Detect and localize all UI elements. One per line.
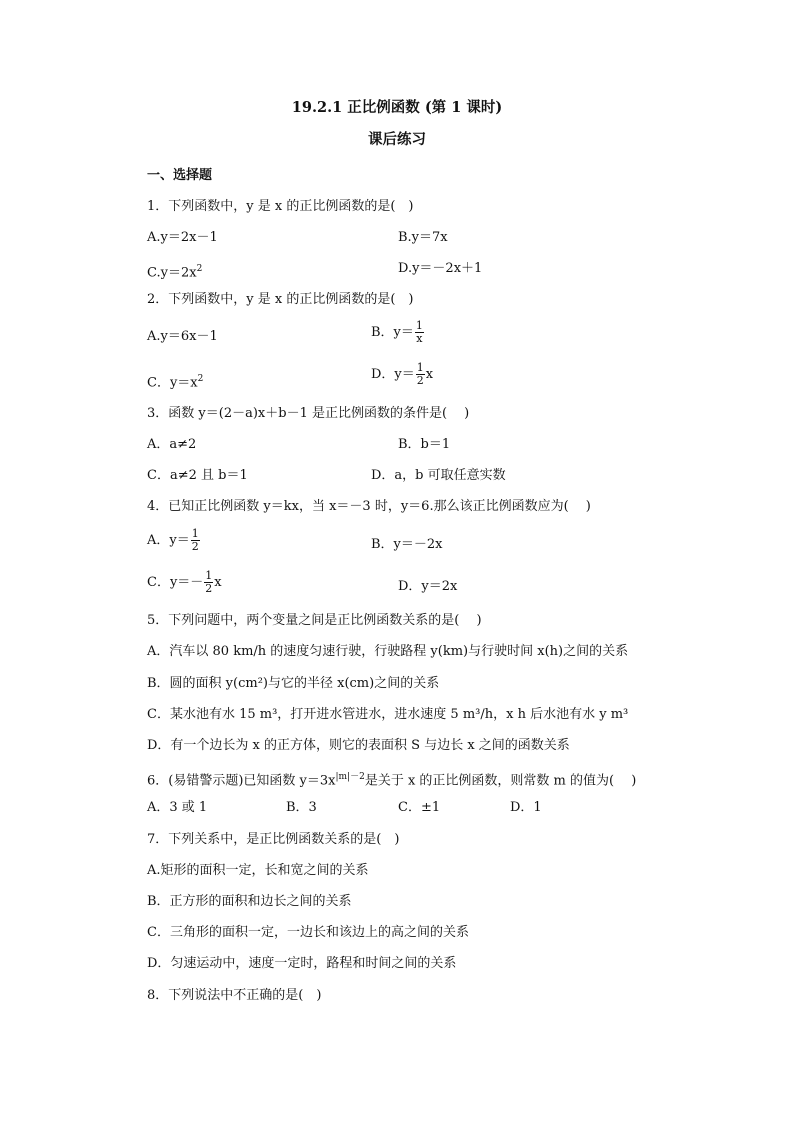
q4-option-d: D．y＝2x <box>398 579 458 594</box>
q3-option-a: A．a≠2 <box>147 437 197 452</box>
q2-option-d: D．y＝ $\frac{1}{2}$ x <box>371 361 434 387</box>
q6-option-b: B．3 <box>286 800 317 815</box>
q7-option-a: A.矩形的面积一定，长和宽之间的关系 <box>147 863 369 878</box>
q4-stem: 4．已知正比例函数 y＝kx，当 x＝－3 时，y＝6.那么该正比例函数应为( ) <box>147 499 591 514</box>
page-title: 19.2.1 正比例函数 (第 1 课时) <box>291 99 503 116</box>
q7-option-b: B．正方形的面积和边长之间的关系 <box>147 894 352 909</box>
q7-option-d: D．匀速运动中，速度一定时，路程和时间之间的关系 <box>147 956 457 971</box>
q5-stem: 5．下列问题中，两个变量之间是正比例函数关系的是( ) <box>147 613 482 628</box>
q4-option-c: C．y＝－ $\frac{1}{2}$ x <box>147 569 222 595</box>
fraction: $\frac{1}{x}$ <box>415 319 423 345</box>
section-heading: 一、选择题 <box>147 168 213 183</box>
q5-option-a: A．汽车以 80 km/h 的速度匀速行驶，行驶路程 y(km)与行驶时间 x(h)之间的关系 <box>147 644 629 659</box>
q4-option-a: A．y＝ $\frac{1}{2}$ <box>147 527 199 553</box>
q5-option-b: B．圆的面积 y(cm²)与它的半径 x(cm)之间的关系 <box>147 676 440 691</box>
q3-option-c: C．a≠2 且 b＝1 <box>147 468 248 483</box>
q2-stem: 2．下列函数中，y 是 x 的正比例函数的是( ) <box>147 292 414 307</box>
q3-stem: 3．函数 y＝(2－a)x＋b－1 是正比例函数的条件是( ) <box>147 406 470 421</box>
q4-option-b: B．y＝－2x <box>371 537 443 552</box>
page-subtitle: 课后练习 <box>368 131 426 148</box>
q7-option-c: C．三角形的面积一定，一边长和该边上的高之间的关系 <box>147 925 469 940</box>
q6-option-d: D．1 <box>510 800 542 815</box>
q1-option-a: A.y＝2x－1 <box>147 230 218 245</box>
q5-option-c: C．某水池有水 15 m³，打开进水管进水，进水速度 5 m³/h，x h 后水池有水 y m³ <box>147 707 629 722</box>
q2-option-a: A.y＝6x－1 <box>147 329 218 344</box>
q6-option-c: C．±1 <box>398 800 441 815</box>
fraction: $\frac{1}{2}$ <box>191 527 199 553</box>
q5-option-d: D．有一个边长为 x 的正方体，则它的表面积 S 与边长 x 之间的函数关系 <box>147 738 570 753</box>
q1-stem: 1．下列函数中，y 是 x 的正比例函数的是( ) <box>147 199 414 214</box>
q1-option-b: B.y＝7x <box>398 230 448 245</box>
q3-option-b: B．b＝1 <box>398 437 451 452</box>
q1-option-d: D.y＝－2x＋1 <box>398 261 483 276</box>
q8-stem: 8．下列说法中不正确的是( ) <box>147 988 322 1003</box>
fraction: $\frac{1}{2}$ <box>205 569 213 595</box>
q3-option-d: D．a，b 可取任意实数 <box>371 468 506 483</box>
q1-option-c: $C.y=2x^2$ <box>147 264 203 281</box>
fraction: $\frac{1}{2}$ <box>416 361 424 387</box>
q2-option-b: B．y＝ $\frac{1}{x}$ <box>371 319 423 345</box>
q7-stem: 7．下列关系中，是正比例函数关系的是( ) <box>147 832 400 847</box>
q2-option-c: C．$y=x^2$ <box>147 374 204 391</box>
q6-stem: 6．(易错警示题)已知函数 $y=3x^{|m|-2}$是关于 x 的正比例函数，则常数 m 的值为( ) <box>147 772 637 789</box>
q6-option-a: A．3 或 1 <box>147 800 208 815</box>
